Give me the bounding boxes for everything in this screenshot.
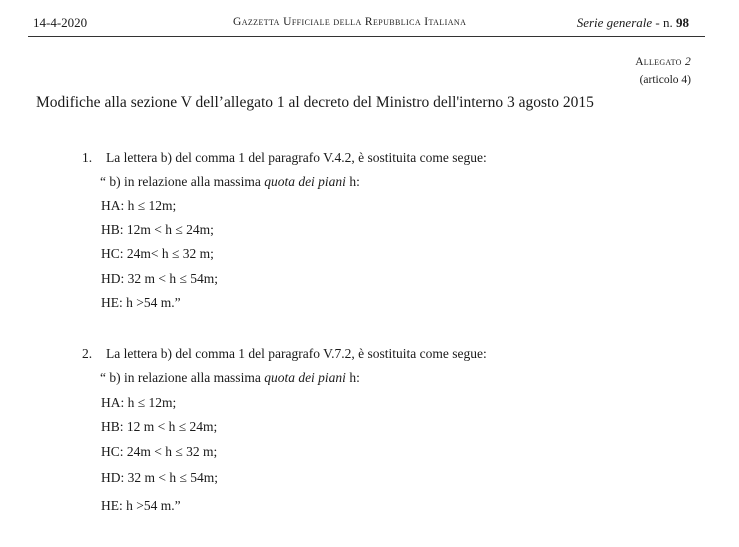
serie-label: Serie generale: [576, 15, 653, 30]
allegato-number: 2: [684, 56, 691, 68]
articolo-ref: (articolo 4): [639, 74, 691, 86]
item-1-quote: [100, 174, 360, 190]
item-2-row-ha: HA: h ≤ 12m;: [101, 395, 177, 410]
item-1-row-hd: HD: 32 m < h ≤ 54m;: [101, 271, 219, 286]
item-1-quote-prefix: “ b) in relazione alla massima: [100, 174, 265, 189]
item-2-quote-italic: quota dei piani: [264, 370, 346, 385]
item-2-number: 2.: [82, 346, 93, 361]
item-1-row-ha: HA: h ≤ 12m;: [101, 198, 177, 213]
item-1-row-hb: HB: 12m < h ≤ 24m;: [101, 222, 214, 237]
allegato-word: Allegato: [635, 56, 682, 68]
item-2-quote-suffix: h:: [345, 370, 360, 385]
item-1-row-he: HE: h >54 m.”: [101, 295, 181, 310]
item-1-row-hc: HC: 24m< h ≤ 32 m;: [101, 246, 214, 261]
allegato-label: [635, 56, 691, 68]
item-2-quote: [100, 370, 360, 386]
header-title: Gazzetta Ufficiale della Repubblica Italiana: [233, 16, 467, 28]
item-1-number: 1.: [82, 150, 93, 165]
item-1-quote-italic: quota dei piani: [264, 174, 346, 189]
item-2-row-he: HE: h >54 m.”: [101, 498, 181, 513]
item-2-row-hc: HC: 24m < h ≤ 32 m;: [101, 444, 218, 459]
serie-number: 98: [676, 15, 689, 30]
serie-separator: - n.: [652, 15, 676, 30]
header-date: 14-4-2020: [33, 15, 88, 30]
item-2-row-hd: HD: 32 m < h ≤ 54m;: [101, 470, 219, 485]
item-1-intro: La lettera b) del comma 1 del paragrafo V.4.2, è sostituita come segue:: [106, 150, 487, 165]
item-1-quote-suffix: h:: [345, 174, 360, 189]
item-2-row-hb: HB: 12 m < h ≤ 24m;: [101, 419, 218, 434]
document-title: Modifiche alla sezione V dell’allegato 1 al decreto del Ministro dell'interno 3 agosto 2015: [36, 94, 594, 111]
item-2-quote-prefix: “ b) in relazione alla massima: [100, 370, 265, 385]
header-rule: [28, 36, 705, 37]
header-serie: [577, 15, 689, 31]
item-2-intro: La lettera b) del comma 1 del paragrafo V.7.2, è sostituita come segue:: [106, 346, 487, 361]
